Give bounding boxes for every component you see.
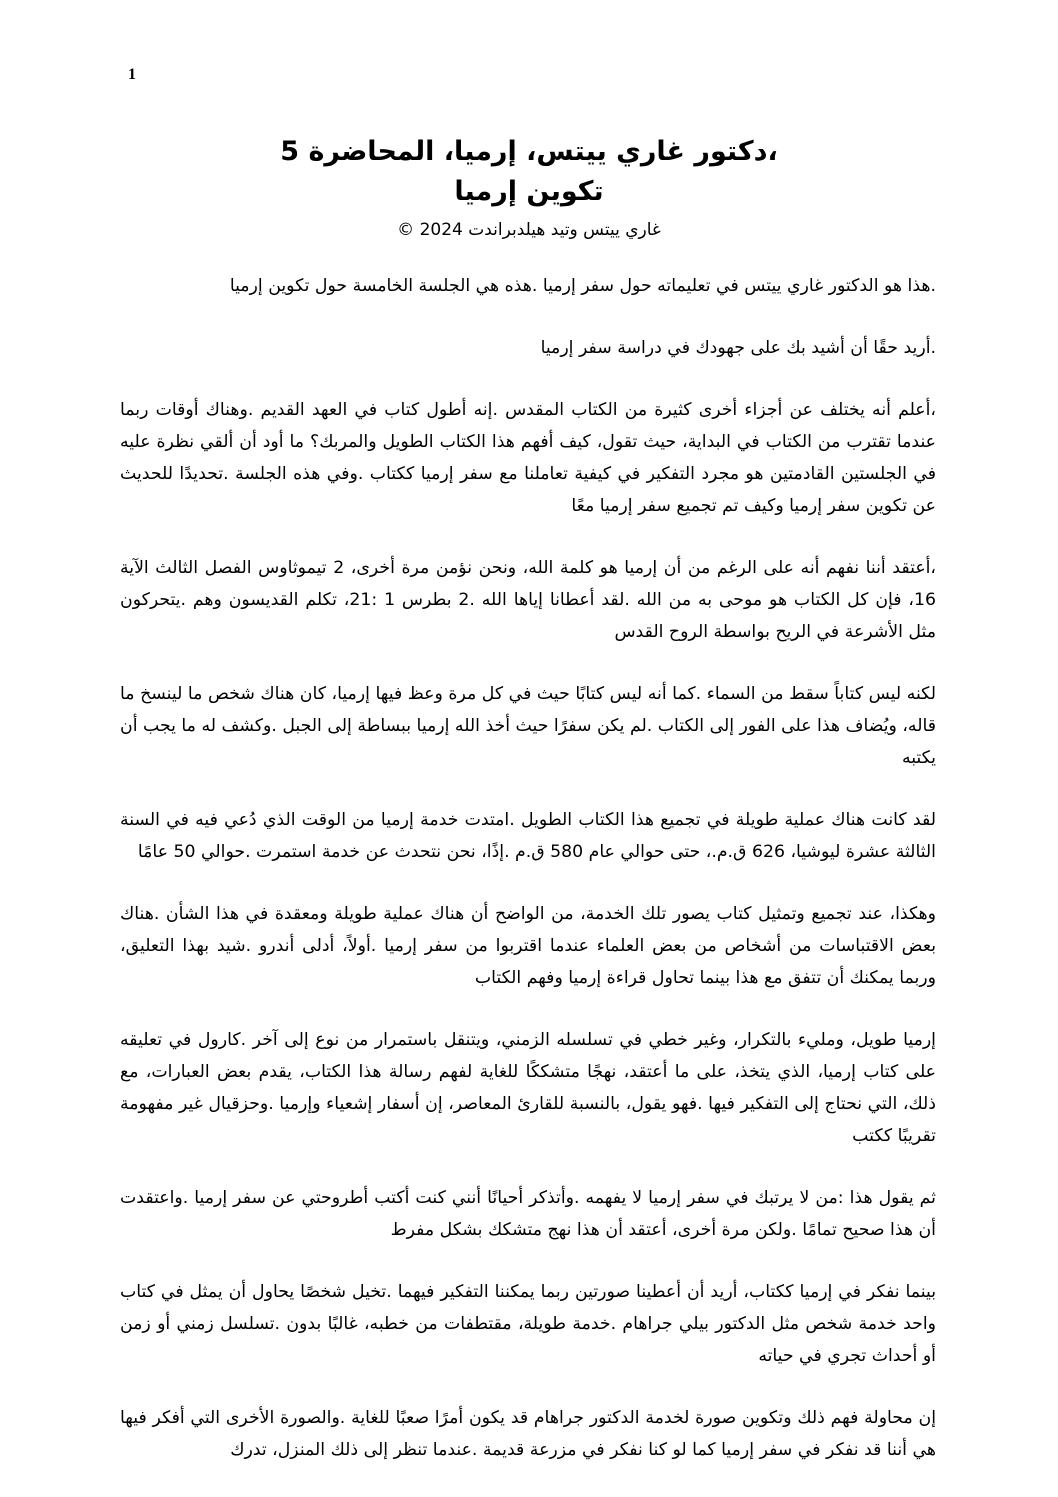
page-number: 1: [128, 66, 136, 83]
copyright-line: غاري ييتس وتيد هيلدبراندت 2024 ©: [397, 220, 661, 240]
document-subtitle-heading: تكوين إرميا: [454, 176, 604, 207]
paragraph: لكنه ليس كتاباً سقط من السماء .كما أنه ليس كتابًا حيث في كل مرة وعظ فيها إرميا، كان هناك شخص ما لينسخ ما قاله، ويُضاف هذا على الفور إلى الكتاب .لم يكن سفرًا حيث أخذ الله إرميا ببساطة إلى الجبل .وكشف له ما يجب أن يكتبه: [120, 684, 936, 768]
paragraph: ،أعلم أنه يختلف عن أجزاء أخرى كثيرة من الكتاب المقدس .إنه أطول كتاب في العهد القديم .وهناك أوقات ربما عندما تقترب من الكتاب في البداية، حيث تقول، كيف أفهم هذا الكتاب الطويل والمربك؟ ما أود أن ألقي نظرة عليه في الجلستين القادمتين هو مجرد التفكير في كيفية تعاملنا مع سفر إرميا ككتاب .وفي هذه الجلسة .تحديدًا للحديث عن تكوين سفر إرميا وكيف تم تجميع سفر إرميا معًا: [120, 400, 936, 516]
paragraph: .أريد حقًا أن أشيد بك على جهودك في دراسة سفر إرميا: [540, 338, 936, 358]
paragraph: ثم يقول هذا :من لا يرتبك في سفر إرميا لا يفهمه .وأتذكر أحيانًا أنني كنت أكتب أطروحتي عن سفر إرميا .واعتقدت أن هذا صحيح تمامًا .ولكن مرة أخرى، أعتقد أن هذا نهج متشكك بشكل مفرط: [120, 1188, 936, 1240]
paragraph: إرميا طويل، ومليء بالتكرار، وغير خطي في تسلسله الزمني، ويتنقل باستمرار من نوع إلى آخر .كارول في تعليقه على كتاب إرميا، الذي يتخذ، على ما أعتقد، نهجًا متشككًا للغاية لفهم رسالة هذا الكتاب، يقدم بعض العبارات، مع ذلك، التي نحتاج إلى التفكير فيها .فهو يقول، بالنسبة للقارئ المعاصر، إن أسفار إشعياء وإرميا .وحزقيال غير مفهومة تقريبًا ككتب: [120, 1030, 936, 1146]
title-block: [120, 132, 938, 244]
document-title: ،دكتور غاري ييتس، إرميا، المحاضرة 5: [280, 136, 778, 167]
paragraph: لقد كانت هناك عملية طويلة في تجميع هذا الكتاب الطويل .امتدت خدمة إرميا من الوقت الذي دُعي فيه في السنة الثالثة عشرة ليوشيا، 626 ق.م.، حتى حوالي عام 580 ق.م .إذًا، نحن نتحدث عن خدمة استمرت .حوالي 50 عامًا: [120, 810, 936, 862]
body-text: [120, 270, 936, 1496]
paragraph: بينما نفكر في إرميا ككتاب، أريد أن أعطينا صورتين ربما يمكننا التفكير فيهما .تخيل شخصًا يحاول أن يمثل في كتاب واحد خدمة شخص مثل الدكتور بيلي جراهام .خدمة طويلة، مقتطفات من خطبه، غالبًا بدون .تسلسل زمني أو زمن أو أحداث تجري في حياته: [120, 1282, 936, 1366]
paragraph: .هذا هو الدكتور غاري ييتس في تعليماته حول سفر إرميا .هذه هي الجلسة الخامسة حول تكوين إرميا: [229, 276, 936, 296]
paragraph: وهكذا، عند تجميع وتمثيل كتاب يصور تلك الخدمة، من الواضح أن هناك عملية طويلة ومعقدة في هذا الشأن .هناك بعض الاقتباسات من أشخاص من بعض العلماء عندما اقتربوا من سفر إرميا .أولاً، أدلى أندرو .شيد بهذا التعليق، وربما يمكنك أن تتفق مع هذا بينما تحاول قراءة إرميا وفهم الكتاب: [120, 904, 936, 988]
paragraph: ،أعتقد أننا نفهم أنه على الرغم من أن إرميا هو كلمة الله، ونحن نؤمن مرة أخرى، 2 تيموثاوس الفصل الثالث الآية 16، فإن كل الكتاب هو موحى به من الله .لقد أعطانا إياها الله .2 بطرس 1 :21، تكلم القديسون وهم .يتحركون مثل الأشرعة في الريح بواسطة الروح القدس: [120, 558, 937, 642]
paragraph: إن محاولة فهم ذلك وتكوين صورة لخدمة الدكتور جراهام قد يكون أمرًا صعبًا للغاية .والصورة الأخرى التي أفكر فيها هي أننا قد نفكر في سفر إرميا كما لو كنا نفكر في مزرعة قديمة .عندما تنظر إلى ذلك المنزل، تدرك: [120, 1408, 936, 1460]
